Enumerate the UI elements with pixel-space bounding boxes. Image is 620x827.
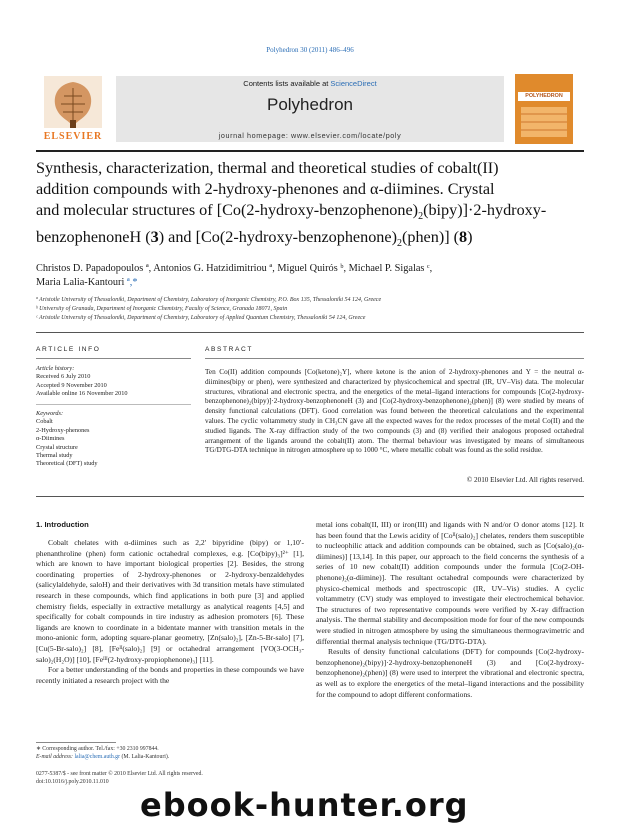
- keywords: [36, 410, 186, 469]
- article-info-rule: [36, 358, 191, 359]
- authors-line-1: Christos D. Papadopoulos ª, Antonios G. Hatzidimitriou ª, Miguel Quirós ᵇ, Michael P. Sigalas ᶜ,: [36, 263, 433, 274]
- keyword-item: α-Diimines: [36, 435, 65, 443]
- title-line-3: and molecular structures of $[Co(2-hydroxy-benzophenone)_2(bipy)]\cdot 2-hydroxy-$: [36, 201, 547, 223]
- title-line-1: Synthesis, characterization, thermal and theoretical studies of cobalt(II): [36, 159, 499, 177]
- keyword-item: Crystal structure: [36, 443, 78, 451]
- title-line-2: addition compounds with 2-hydroxy-phenones and α-diimines. Crystal: [36, 180, 495, 198]
- author-email-link[interactable]: lalia@chem.auth.gr: [74, 753, 121, 760]
- affiliation-a: ª Aristotle University of Thessaloniki, Department of Chemistry, Laboratory of Inorganic Chemistry, P.O. Box 135, Thessaloniki 54 124, Greece: [36, 297, 382, 303]
- available-online-date: Available online 16 November 2010: [36, 390, 128, 398]
- keyword-item: Theoretical (DFT) study: [36, 460, 98, 468]
- journal-name: Polyhedron: [266, 95, 353, 114]
- abstract-bottom-rule: [36, 496, 584, 497]
- section-heading-introduction: 1. Introduction: [36, 520, 89, 529]
- elsevier-logo: [36, 74, 110, 144]
- cover-title: POLYHEDRON: [525, 93, 563, 99]
- abstract-heading: ABSTRACT: [205, 346, 253, 353]
- footnote-corresponding: [36, 746, 304, 762]
- corresponding-author-note: ∗ Corresponding author. Tel./fax: +30 2310 997844.: [36, 746, 159, 752]
- accepted-date: Accepted 9 November 2010: [36, 381, 107, 389]
- header-rule: [36, 150, 584, 152]
- abstract-rule: [205, 358, 584, 359]
- corresponding-author-marker[interactable]: ª,*: [124, 277, 138, 288]
- history-label: Article history:: [36, 365, 75, 372]
- watermark-text: ebook-hunter.org: [140, 783, 620, 827]
- contents-prefix: Contents lists available at: [243, 79, 331, 88]
- keyword-item: Cobalt: [36, 418, 53, 426]
- article-title: [36, 158, 584, 254]
- footnote-email-line: E-mail address: lalia@chem.auth.gr (M. Lalia-Kantouri).: [36, 753, 170, 760]
- footnote-rule: [36, 742, 116, 743]
- article-history: [36, 365, 186, 399]
- keywords-label: Keywords:: [36, 410, 64, 417]
- keyword-item: Thermal study: [36, 452, 73, 460]
- received-date: Received 6 July 2010: [36, 373, 91, 381]
- affiliation-c: ᶜ Aristotle University of Thessaloniki, Department of Chemistry, Laboratory of Applied Quantum Chemistry, Thessaloniki 54 124, Greece: [36, 315, 366, 321]
- title-line-4: benzophenoneH (3) and $[Co(2-hydroxy-benzophenone)_2(phen)]$ (8): [36, 228, 473, 250]
- keyword-item: 2-Hydroxy-phenones: [36, 426, 90, 434]
- intro-paragraph-2: For a better understanding of the bonds and properties in these compounds we have recently initiated a research project with the: [36, 665, 304, 685]
- keywords-rule: [36, 404, 191, 405]
- journal-cover-thumbnail: [515, 74, 573, 144]
- journal-homepage[interactable]: journal homepage: www.elsevier.com/locate/poly: [218, 131, 402, 140]
- sciencedirect-link[interactable]: ScienceDirect: [330, 79, 377, 88]
- intro-paragraph-3: metal ions cobalt(II, III) or iron(III) and ligands with N and/or O donor atoms [12]. It has been found that the Lewis acidity of [Coᴵᴵ(salo)₂] chelates, renders them susceptible to nucleophilic attack and addition compounds can be obtained, such as [Co(salo)₂(α-diimines)] [13,14]. In this paper, our approach to the field concerns the synthesis of a series of 10 new cobalt(II) addition compounds under the formula [Co(2-OH-phenone)₂(α-diimine)]. The resultant octahedral compounds were characterized by physico-chemical methods and spectroscopic (IR, UV–Vis) studies. A cyclic voltammetry (CV) study was employed to investigate their electrochemical behavior. The structures of two representative compounds were verified by X-ray diffraction analysis. The thermal stability and decomposition mode for four of the new compounds were studied in nitrogen atmosphere by using the simultaneous thermogravimetric and differential thermal analysis technique (TG/DTG-DTA).: [316, 520, 584, 646]
- affiliation-b: ᵇ University of Granada, Department of Inorganic Chemistry, Faculty of Science, Granada 18071, Spain: [36, 306, 288, 312]
- author-list: [36, 262, 584, 290]
- doi-link[interactable]: doi:10.1016/j.poly.2010.11.010: [36, 778, 109, 785]
- contents-availability: [116, 79, 504, 88]
- issn-line: 0277-5387/$ - see front matter © 2010 Elsevier Ltd. All rights reserved.: [36, 771, 203, 777]
- right-column: [316, 520, 584, 700]
- abstract-text: Ten Co(II) addition compounds [Co(ketone)₂Y], where ketone is the anion of 2-hydroxy-phenones and Y = the neutral α-diimines(bipy or phen), were synthesized and characterized by physicochemical and spectral (IR, UV–Vis) data. The molecular structures, vibrational and electronic spectra, and the energetics of the metal–ligand interactions for compounds [Co(2-hydroxy-benzophenone)₂(bipy)]·2-hydroxy-benzophenoneH (3) and [Co(2-hydroxy-benzophenone)₂(phen)] (8) were studied by means of density functional calculations (DFT). Good correlation was found between the theoretical calculations and the experimental values. The cyclic voltammetry study in CH₃CN gave all the expected waves for the redox processes of the metal Co(II) and the studied ligands. The X-ray diffraction study of the two compounds (3) and (8) verified their analogous proposed octahedral arrangement of the ligands around the cobalt(II) atom. The thermal behaviour was investigated by means of simultaneous TG/DTG-DTA technique in nitrogen atmosphere up to 1000 °C, where metallic cobalt was found as the solid residue.: [205, 368, 584, 455]
- intro-paragraph-4: Results of density functional calculations (DFT) for compounds [Co(2-hydroxy-benzophenone)₂(bipy)]·2-hydroxy-benzophenoneH (3) and [Co(2-hydroxy-benzophenone)₂(phen)] (8) were used to interpret the vibrational and electronic spectra, as well as to explore the energetics of the metal–ligand interactions and the possibility for the compound to adopt different conformations.: [316, 647, 584, 699]
- left-column: [36, 538, 304, 686]
- elsevier-wordmark: ELSEVIER: [43, 131, 103, 142]
- authors-line-2: Maria Lalia-Kantouri ª,*: [36, 277, 138, 288]
- abstract-copyright: © 2010 Elsevier Ltd. All rights reserved.: [466, 476, 584, 484]
- intro-paragraph-1: Cobalt chelates with α-diimines such as 2,2′ bipyridine (bipy) or 1,10′-phenanthroline (phen) form cationic octahedral complexes, e.g. [Co(bipy)₃]²⁺ [1], which are known to have important biological properties [2]. Besides, the strong coordinating properties of 2-hydroxy-phenones or 2-hydroxy-benzaldehydes (salicylaldehyde, saloH) and their derivatives with 3d transition metals have stimulated research in these compounds, which find applications in both pure [3] and applied chemistry fields, especially in extractive metallurgy as analytical reagents [4,5] and specifically for cobalt compounds in tire industry as adhesion promoters [6]. These ligands are known to coordinate in a bidentate manner with transition metals in the mono-anionic form, adopting square-planar geometry, [Zn(salo)₂], [Zn-5-Br-salo] [7], [Cu(5-Br-salo)₂] [8], [Feᴵᴵ(salo)₂] [9] or octahedral arrangement [VO(3-OCH₃-salo)₂(H₂O)] [10], [Feᴵᴵᴵ(2-hydroxy-propiophenone)₃] [11].: [36, 538, 304, 664]
- journal-citation[interactable]: Polyhedron 30 (2011) 486–496: [266, 46, 354, 54]
- affiliation-rule: [36, 332, 584, 333]
- article-info-heading: ARTICLE INFO: [36, 346, 101, 353]
